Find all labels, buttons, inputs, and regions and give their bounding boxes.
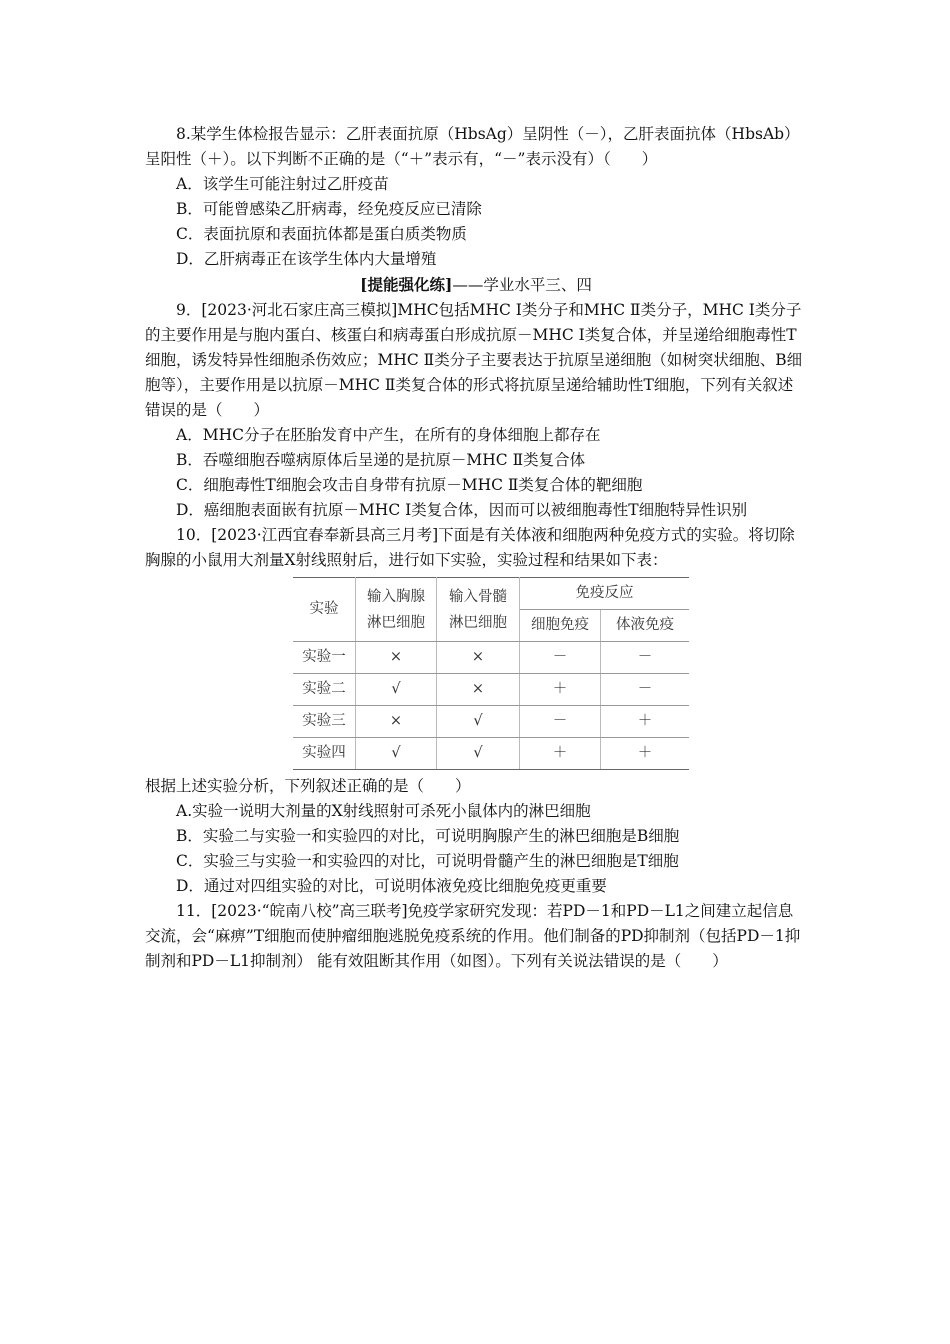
section-heading [145, 272, 807, 298]
table-cell: √ [356, 674, 437, 706]
q10-option-c: C．实验三与实验一和实验四的对比，可说明骨髓产生的淋巴细胞是T细胞 [176, 852, 679, 870]
q10-question: 根据上述实验分析，下列叙述正确的是（ ） [145, 777, 471, 795]
q9-option-c: C．细胞毒性T细胞会攻击自身带有抗原－MHC Ⅱ类复合体的靶细胞 [176, 476, 643, 494]
section-title: [提能强化练] [360, 275, 453, 294]
table-cell: － [601, 642, 690, 674]
table-cell: 实验二 [293, 674, 356, 706]
q10-stem: 10．[2023·江西宜春奉新县高三月考]下面是有关体液和细胞两种免疫方式的实验。将切除胸腺的小鼠用大剂量X射线照射后，进行如下实验，实验过程和结果如下表： [145, 526, 795, 569]
table-cell: 实验四 [293, 738, 356, 770]
table-cell: － [601, 674, 690, 706]
table-cell: － [520, 642, 601, 674]
q8-option-a: A．该学生可能注射过乙肝疫苗 [176, 175, 389, 193]
q8-option-c: C．表面抗原和表面抗体都是蛋白质类物质 [176, 225, 467, 243]
q8-stem: 8.某学生体检报告显示：乙肝表面抗原（HbsAg）呈阴性（－），乙肝表面抗体（HbsAb）呈阳性（＋）。以下判断不正确的是（“＋”表示有，“－”表示没有）（ ） [145, 125, 800, 168]
table-cell: ＋ [601, 738, 690, 770]
q10-option-d: D．通过对四组实验的对比，可说明体液免疫比细胞免疫更重要 [176, 877, 607, 895]
table-cell: ＋ [601, 706, 690, 738]
table-row [293, 674, 689, 706]
table-cell: ＋ [520, 738, 601, 770]
table-header-marrow-line2: 淋巴细胞 [449, 614, 507, 631]
table-cell: ＋ [520, 674, 601, 706]
table-row [293, 642, 689, 674]
table-cell: × [437, 674, 520, 706]
table-cell: × [437, 642, 520, 674]
q9-stem: 9．[2023·河北石家庄高三模拟]MHC包括MHC Ⅰ类分子和MHC Ⅱ类分子，MHC Ⅰ类分子的主要作用是与胞内蛋白、核蛋白和病毒蛋白形成抗原－MHC Ⅰ类复合体，并呈递给细胞毒性T细胞，诱发特异性细胞杀伤效应；MHC Ⅱ类分子主要表达于抗原呈递细胞（如树突状细胞、B细胞等），主要作用是以抗原－MHC Ⅱ类复合体的形式将抗原呈递给辅助性T细胞，下列有关叙述错误的是（ ） [145, 301, 803, 419]
q10-option-a: A.实验一说明大剂量的X射线照射可杀死小鼠体内的淋巴细胞 [176, 802, 591, 820]
document-content [145, 122, 807, 974]
table-cell: √ [437, 738, 520, 770]
q8-option-d: D．乙肝病毒正在该学生体内大量增殖 [176, 250, 437, 268]
table-header-humoral-immunity: 体液免疫 [601, 610, 690, 642]
q10-option-b: B．实验二与实验一和实验四的对比，可说明胸腺产生的淋巴细胞是B细胞 [176, 827, 680, 845]
q8-option-b: B．可能曾感染乙肝病毒，经免疫反应已清除 [176, 200, 482, 218]
experiment-table [293, 577, 689, 770]
table-header-marrow-line1: 输入骨髓 [449, 588, 507, 605]
table-header-marrow [437, 578, 520, 642]
table-header-thymus-line2: 淋巴细胞 [367, 614, 425, 631]
table-cell: － [520, 706, 601, 738]
table-cell: × [356, 706, 437, 738]
table-cell: √ [356, 738, 437, 770]
table-row [293, 706, 689, 738]
table-cell: 实验三 [293, 706, 356, 738]
table-header-experiment: 实验 [293, 578, 356, 642]
q11-stem: 11．[2023·“皖南八校”高三联考]免疫学家研究发现：若PD－1和PD－L1之间建立起信息交流，会“麻痹”T细胞而使肿瘤细胞逃脱免疫系统的作用。他们制备的PD抑制剂（包括PD－1抑制剂和PD－L1抑制剂） 能有效阻断其作用（如图）。下列有关说法错误的是（ ） [145, 902, 801, 970]
table-row [293, 738, 689, 770]
table-cell: √ [437, 706, 520, 738]
q9-option-a: A．MHC分子在胚胎发育中产生，在所有的身体细胞上都存在 [176, 426, 601, 444]
q9-option-b: B．吞噬细胞吞噬病原体后呈递的是抗原－MHC Ⅱ类复合体 [176, 451, 586, 469]
table-cell: × [356, 642, 437, 674]
table-header-immune-response: 免疫反应 [520, 578, 690, 610]
table-cell: 实验一 [293, 642, 356, 674]
q9-option-d: D．癌细胞表面嵌有抗原－MHC Ⅰ类复合体，因而可以被细胞毒性T细胞特异性识别 [176, 501, 748, 519]
table-header-thymus [356, 578, 437, 642]
table-header-thymus-line1: 输入胸腺 [367, 588, 425, 605]
section-suffix: ——学业水平三、四 [452, 276, 592, 294]
table-header-cell-immunity: 细胞免疫 [520, 610, 601, 642]
